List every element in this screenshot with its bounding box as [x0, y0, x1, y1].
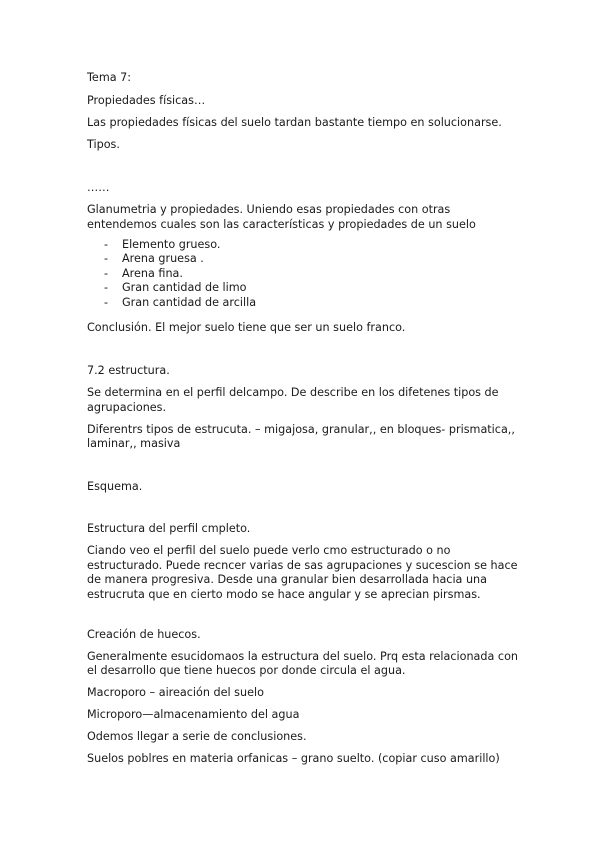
paragraph: Suelos poblres en materia orfanicas – grano suelto. (copiar cuso amarillo)	[87, 752, 500, 765]
list-dash: -	[104, 238, 109, 251]
list-dash: -	[104, 281, 109, 294]
paragraph-line: Generalmente esucidomaos la estructura del suelo. Prq esta relacionada con	[87, 650, 519, 663]
list-item-text: Elemento grueso.	[122, 238, 221, 251]
paragraph-line: el desarrollo que tiene huecos por donde circula el agua.	[87, 664, 406, 677]
paragraph: Creación de huecos.	[87, 628, 201, 641]
paragraph-line: Glanumetria y propiedades. Uniendo esas propiedades con otras	[87, 203, 451, 216]
paragraph-line: entendemos cuales son las características y propiedades de un suelo	[87, 218, 476, 231]
paragraph-line: estrucruta que en cierto modo se hace angular y se aprecian pirsmas.	[87, 588, 481, 601]
list-item-text: Arena fina.	[122, 267, 183, 280]
paragraph: Conclusión. El mejor suelo tiene que ser un suelo franco.	[87, 321, 406, 334]
paragraph-line: Se determina en el perfil delcampo. De describe en los difetenes tipos de	[87, 386, 499, 399]
list-item-text: Arena gruesa .	[122, 252, 204, 265]
list-dash: -	[104, 252, 109, 265]
list-item-text: Gran cantidad de arcilla	[122, 296, 257, 309]
paragraph: Macroporo – aireación del suelo	[87, 686, 264, 699]
list-item	[87, 296, 527, 310]
paragraph-line: de manera progresiva. Desde una granular bien desarrollada hacia una	[87, 573, 488, 586]
paragraph: Las propiedades físicas del suelo tardan bastante tiempo en solucionarse.	[87, 116, 502, 129]
topic-heading: Tema 7:	[87, 71, 132, 84]
section-heading: 7.2 estructura.	[87, 364, 170, 377]
paragraph-line: Diferentrs tipos de estrucuta. – migajosa, granular,, en bloques- prismatica,,	[87, 423, 515, 436]
list-item-text: Gran cantidad de limo	[122, 281, 247, 294]
paragraph-line: estructurado. Puede recncer varias de sas agrupaciones y sucescion se hace	[87, 559, 518, 572]
paragraph: Tipos.	[87, 138, 120, 151]
list-item	[87, 238, 527, 252]
paragraph: Microporo—almacenamiento del agua	[87, 708, 300, 721]
list-item	[87, 267, 527, 281]
list-dash: -	[104, 267, 109, 280]
list-item	[87, 281, 527, 295]
paragraph: Esquema.	[87, 480, 143, 493]
list-dash: -	[104, 296, 109, 309]
paragraph: Propiedades físicas…	[87, 94, 206, 107]
paragraph-line: agrupaciones.	[87, 401, 167, 414]
paragraph: ……	[87, 181, 110, 194]
paragraph-line: Ciando veo el perfil del suelo puede verlo cmo estructurado o no	[87, 544, 451, 557]
paragraph-line: laminar,, masiva	[87, 437, 181, 450]
paragraph: Odemos llegar a serie de conclusiones.	[87, 730, 307, 743]
paragraph: Estructura del perfil cmpleto.	[87, 522, 251, 535]
list-item	[87, 252, 527, 266]
